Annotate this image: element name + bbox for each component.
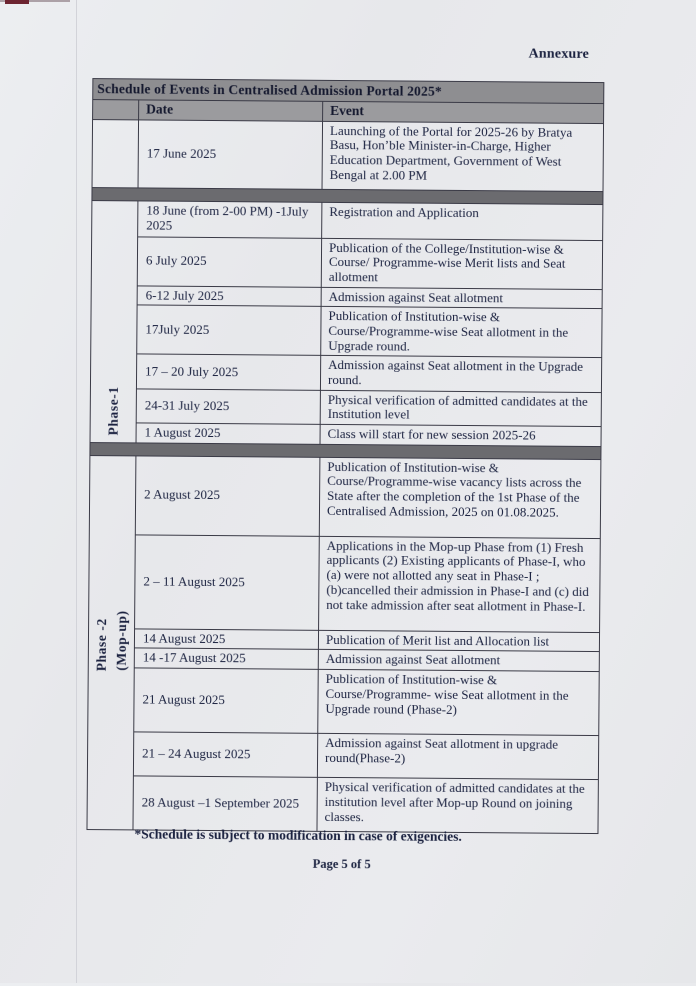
table-row	[91, 305, 602, 358]
phase2-label: Phase -2	[93, 617, 109, 671]
event-cell: Publication of Institution-wise & Course/Programme-wise Seat allotment in the Upgrade round.	[321, 307, 602, 358]
table-row	[90, 388, 601, 426]
table-row	[89, 534, 601, 632]
date-cell: 14 August 2025	[134, 629, 318, 650]
date-cell: 6-12 July 2025	[137, 285, 321, 306]
table-row	[87, 776, 598, 834]
table-row	[91, 236, 602, 289]
date-cell: 2 August 2025	[135, 456, 320, 536]
date-cell: 1 August 2025	[136, 423, 320, 444]
annexure-label: Annexure	[528, 46, 590, 62]
event-cell: Publication of the College/Institution-wise & Course/ Programme-wise Merit lists and Seat allotment	[321, 238, 602, 289]
footnote: *Schedule is subject to modification in case of exigencies.	[134, 826, 462, 844]
phase-cell-empty	[92, 119, 139, 187]
table-row	[90, 354, 601, 392]
date-cell: 21 August 2025	[134, 668, 318, 733]
date-cell: 18 June (from 2-00 PM) -1July 2025	[138, 200, 322, 237]
phase-cell-phase2	[87, 455, 136, 830]
col-header-event: Event	[323, 102, 604, 123]
date-cell: 14 -17 August 2025	[134, 648, 318, 669]
event-cell: Publication of Institution-wise & Course/Programme- wise Seat allotment in the Upgrade round (Phase-2)	[318, 669, 600, 735]
event-cell: Class will start for new session 2025-26	[320, 424, 601, 446]
date-cell: 17July 2025	[137, 305, 321, 356]
schedule-table	[86, 78, 604, 834]
event-cell: Publication of Institution-wise & Course/Programme-wise vacancy lists across the State after the completion of the 1st Phase of the Centralised Admission, 2025 on 01.08.2025.	[319, 457, 601, 538]
date-cell: 17 – 20 July 2025	[136, 354, 320, 390]
event-cell: Physical verification of admitted candidates at the institution level after Mop-up Round on joining classes.	[317, 777, 598, 833]
table-row	[92, 200, 603, 240]
event-cell: Publication of Merit list and Allocation list	[318, 630, 599, 652]
date-cell: 6 July 2025	[137, 236, 321, 287]
date-cell: 21 – 24 August 2025	[133, 732, 317, 777]
event-cell: Admission against Seat allotment in upgrade round(Phase-2)	[317, 733, 598, 779]
table-row	[89, 455, 601, 538]
table-row	[87, 732, 598, 780]
table-row	[92, 119, 604, 191]
phase2-sublabel: (Mop-up)	[113, 610, 130, 672]
event-cell: Registration and Application	[322, 202, 603, 240]
table-row	[88, 668, 600, 736]
date-cell: 17 June 2025	[138, 119, 323, 188]
phase2-label-group	[92, 611, 130, 675]
col-header-phase	[93, 100, 139, 120]
col-header-date: Date	[139, 100, 323, 121]
event-cell: Physical verification of admitted candidates at the Institution level	[320, 390, 601, 427]
date-cell: 24-31 July 2025	[136, 389, 320, 425]
phase-cell-phase1	[90, 200, 138, 443]
event-cell: Applications in the Mop-up Phase from (1) Fresh applicants (2) Existing applicants of Phase-I, who (a) were not allotted any seat in Phase-I ; (b)cancelled their admission in Phase-I and (c) did not take admission after seat allotment in Phase-I.	[319, 536, 601, 632]
date-cell: 2 – 11 August 2025	[135, 535, 320, 630]
phase1-label: Phase-1	[105, 386, 121, 436]
page-number: Page 5 of 5	[312, 856, 371, 872]
event-cell: Admission against Seat allotment	[318, 650, 599, 672]
date-cell: 28 August –1 September 2025	[133, 776, 317, 831]
event-cell: Admission against Seat allotment	[321, 287, 602, 309]
table-title: Schedule of Events in Centralised Admission Portal 2025*	[93, 79, 604, 104]
event-cell: Launching of the Portal for 2025-26 by Bratya Basu, Hon’ble Minister-in-Charge, Higher Education Department, Government of West Bengal at 2.00 PM	[322, 121, 604, 191]
event-cell: Admission against Seat allotment in the Upgrade round.	[320, 356, 601, 393]
